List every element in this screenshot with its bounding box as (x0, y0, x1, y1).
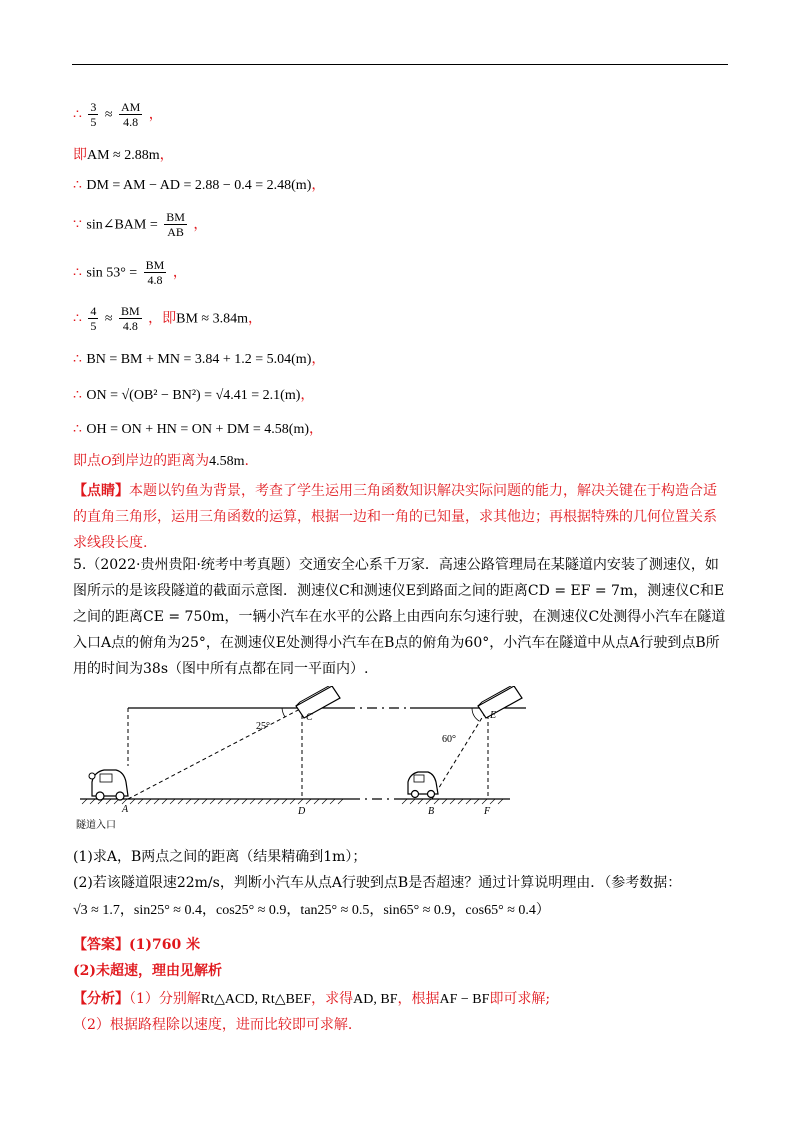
solution-line-9: ∴ OH = ON + HN = ON + DM = 4.58(m)， (73, 421, 324, 437)
solution-line-4: ∵ sin∠BAM = $\frac{BM}{AB}$ ， (73, 210, 208, 239)
sight-line-be (432, 708, 488, 799)
point-label-b: B (428, 806, 435, 817)
analysis-line-2: （2）根据路程除以速度，进而比较即可求解. (73, 1017, 353, 1033)
speed-camera-c (296, 686, 340, 718)
angle-arc-c (282, 708, 285, 717)
solution-line-7: ∴ BN = BM + MN = 3.84 + 1.2 = 5.04(m)， (73, 351, 326, 367)
angle-label-c: 25° (256, 721, 270, 732)
problem-paragraph: 5.（2022·贵州贵阳·统考中考真题）交通安全心系千万家．高速公路管理局在某隧道内安装了测速仪，如图所示的是该段隧道的截面示意图．测速仪C和测速仪E到路面之间的距离CD = EF = 7m，测速仪C和E之间的距离CE = 750m，一辆小汽车在水平的公路上由西向东匀速行驶，在测速仪C处测得小汽车在隧道入口A点的俯角为25°，在测速仪E处测得小汽车在B点的俯角为60°，小汽车在隧道中从点A行驶到点B所用的时间为38s（图中所有点都在同一平面内）. (73, 557, 726, 677)
speed-camera-e (478, 686, 522, 718)
answer-part-1: 【答案】(1)760 米 (73, 937, 201, 953)
solution-line-6: ∴ $\frac{4}{5}$ ≈ $\frac{BM}{4.8}$ ，即BM ≈ 3.84m， (73, 304, 262, 333)
sight-line-ac (128, 708, 302, 799)
analysis-line-1: 【分析】（1）分别解Rt△ACD, Rt△BEF，求得AD, BF，根据AF − BF即可求解; (73, 991, 551, 1007)
point-label-e: E (490, 710, 497, 721)
fraction: $\frac{BM}{AB}$ (166, 210, 185, 239)
point-label-c: C (306, 712, 313, 723)
solution-line-10: 即点O到岸边的距离为4.58m. (73, 453, 249, 469)
solution-line-5: ∴ sin 53° = $\frac{BM}{4.8}$ ， (73, 258, 187, 287)
question-2-reference: √3 ≈ 1.7，sin25° ≈ 0.4，cos25° ≈ 0.9，tan25° ≈ 0.5，sin65° ≈ 0.9，cos65° ≈ 0.4） (73, 903, 550, 918)
fraction: $\frac{BM}{4.8}$ (145, 258, 165, 287)
question-1: (1)求A，B两点之间的距离（结果精确到1m）； (73, 849, 367, 865)
entrance-label: 隧道入口 (76, 820, 116, 831)
solution-line-3: ∴ DM = AM − AD = 2.88 − 0.4 = 2.48(m)， (73, 177, 326, 193)
point-label-f: F (484, 806, 491, 817)
ground-hatching (82, 799, 503, 804)
fraction: $\frac{AM}{4.8}$ (120, 100, 141, 129)
fraction: $\frac{4}{5}$ (90, 304, 97, 333)
point-label-d: D (298, 806, 306, 817)
tunnel-diagram (70, 686, 530, 836)
header-rule (72, 64, 728, 65)
comment-paragraph: 【点睛】本题以钓鱼为背景，考查了学生运用三角函数知识解决实际问题的能力，解决关键在于构造合适的直角三角形，运用三角函数的运算，根据一边和一角的已知量，求其他边；再根据特殊的几何位置关系求线段长度. (73, 483, 717, 551)
solution-line-2: 即AM ≈ 2.88m， (73, 147, 174, 163)
car-icon-a (89, 770, 128, 800)
angle-label-e: 60° (442, 734, 456, 745)
fraction: $\frac{3}{5}$ (90, 100, 97, 129)
solution-line-1: ∴ $\frac{3}{5}$ ≈ $\frac{AM}{4.8}$ ， (73, 100, 163, 129)
angle-arc-e (472, 708, 479, 721)
solution-line-8: ∴ ON = √(OB² − BN²) = √4.41 = 2.1(m)， (73, 387, 315, 403)
car-icon-b (408, 772, 438, 798)
question-2: (2)若该隧道限速22m/s，判断小汽车从点A行驶到点B是否超速？通过计算说明理由．（参考数据： (73, 875, 682, 891)
fraction: $\frac{BM}{4.8}$ (120, 304, 140, 333)
answer-part-2: (2)未超速，理由见解析 (73, 963, 222, 979)
point-label-a: A (122, 804, 129, 815)
